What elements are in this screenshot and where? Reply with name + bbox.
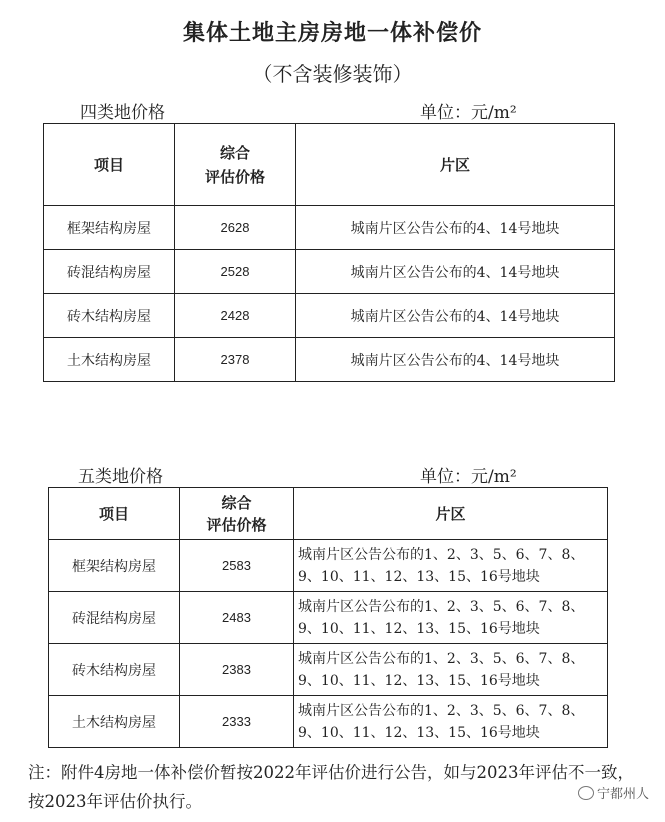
table-row xyxy=(44,338,615,382)
cell-area: 城南片区公告公布的1、2、3、5、6、7、8、9、10、11、12、13、15、16号地块 xyxy=(294,644,608,696)
cell-area: 城南片区公告公布的4、14号地块 xyxy=(296,294,615,338)
cell-price: 2628 xyxy=(175,206,296,250)
cell-area: 城南片区公告公布的4、14号地块 xyxy=(296,338,615,382)
header-area: 片区 xyxy=(296,124,615,206)
header-price xyxy=(175,124,296,206)
table-header-row xyxy=(44,124,615,206)
cell-item: 砖木结构房屋 xyxy=(44,294,175,338)
page-title: 集体土地主房房地一体补偿价 xyxy=(182,21,482,46)
cell-item: 砖混结构房屋 xyxy=(44,250,175,294)
table-class5 xyxy=(48,487,608,748)
cell-area: 城南片区公告公布的4、14号地块 xyxy=(296,206,615,250)
cell-item: 框架结构房屋 xyxy=(49,540,180,592)
cell-item: 框架结构房屋 xyxy=(44,206,175,250)
table-row xyxy=(44,294,615,338)
cell-item: 土木结构房屋 xyxy=(44,338,175,382)
cell-area: 城南片区公告公布的4、14号地块 xyxy=(296,250,615,294)
wechat-icon xyxy=(578,786,594,800)
cell-price: 2583 xyxy=(180,540,294,592)
table-row xyxy=(44,206,615,250)
cell-item: 砖木结构房屋 xyxy=(49,644,180,696)
cell-item: 砖混结构房屋 xyxy=(49,592,180,644)
section5-label: 五类地价格 xyxy=(78,467,163,487)
footnote: 注：附件4房地一体补偿价暂按2022年评估价进行公告，如与2023年评估不一致，按2023年评估价执行。 xyxy=(28,763,634,811)
section4-label: 四类地价格 xyxy=(80,103,165,123)
cell-area: 城南片区公告公布的1、2、3、5、6、7、8、9、10、11、12、13、15、16号地块 xyxy=(294,696,608,748)
cell-price: 2428 xyxy=(175,294,296,338)
cell-price: 2333 xyxy=(180,696,294,748)
cell-area: 城南片区公告公布的1、2、3、5、6、7、8、9、10、11、12、13、15、16号地块 xyxy=(294,540,608,592)
watermark-text: 宁都州人 xyxy=(596,787,649,802)
watermark xyxy=(578,783,649,802)
cell-price: 2483 xyxy=(180,592,294,644)
cell-item: 土木结构房屋 xyxy=(49,696,180,748)
header-area: 片区 xyxy=(294,488,608,540)
table-header-row xyxy=(49,488,608,540)
header-price-label: 综合 评估价格 xyxy=(204,143,265,186)
header-item: 项目 xyxy=(49,488,180,540)
table-row xyxy=(44,250,615,294)
table-row xyxy=(49,592,608,644)
cell-price: 2528 xyxy=(175,250,296,294)
section5-unit: 单位：元/m² xyxy=(420,467,517,487)
table-row xyxy=(49,696,608,748)
cell-price: 2383 xyxy=(180,644,294,696)
cell-area: 城南片区公告公布的1、2、3、5、6、7、8、9、10、11、12、13、15、16号地块 xyxy=(294,592,608,644)
table-row xyxy=(49,540,608,592)
table-class4 xyxy=(43,123,615,382)
cell-price: 2378 xyxy=(175,338,296,382)
header-price xyxy=(180,488,294,540)
header-item: 项目 xyxy=(44,124,175,206)
section4-unit: 单位：元/m² xyxy=(420,103,517,123)
page-subtitle: （不含装修装饰） xyxy=(252,62,413,86)
table-row xyxy=(49,644,608,696)
header-price-label: 综合 评估价格 xyxy=(206,493,267,534)
